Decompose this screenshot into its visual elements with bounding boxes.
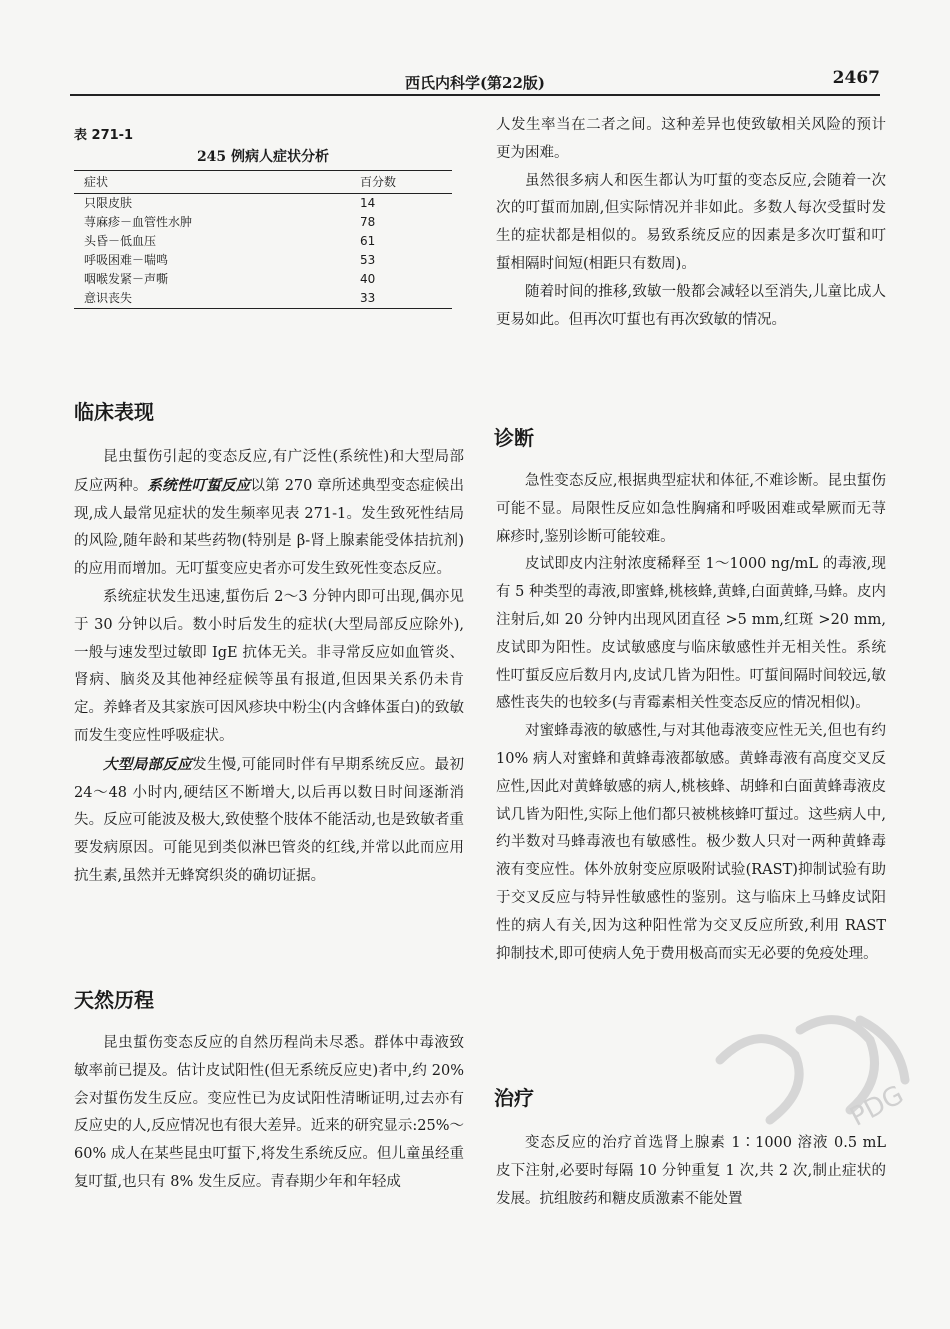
natural-section-body	[74, 1030, 464, 1197]
table-cell: 40	[360, 272, 376, 286]
table-cell: 14	[360, 196, 376, 210]
table-cell: 33	[360, 291, 376, 305]
table-cell: 头昏－低血压	[84, 234, 157, 248]
book-title: 西氏内科学(第22版)	[404, 74, 546, 92]
table-cell: 61	[360, 234, 376, 248]
symptom-table	[74, 170, 452, 309]
paragraph: 系统症状发生迅速,蜇伤后 2～3 分钟内即可出现,偶亦见于 30 分钟以后。数小时后发生的症状(大型局部反应除外),一般与速发型过敏即 IgE 抗体无关。非寻常反应如血管炎、肾病、脑炎及其他神经症候等虽有报道,但因果关系仍未肯定。养蜂者及其家族可因风疹块中粉尘(内含蜂体蛋白)的致敏而发生变应性呼吸症状。	[74, 588, 464, 744]
table-cell: 荨麻疹－血管性水肿	[84, 215, 193, 229]
treatment-section-body	[496, 1130, 886, 1213]
table-header-row	[74, 171, 452, 193]
paragraph: 皮试即皮内注射浓度稀释至 1～1000 ng/mL 的毒液,现有 5 种类型的毒液,即蜜蜂,桃核蜂,黄蜂,白面黄蜂,马蜂。皮内注射后,如 20 分钟内出现风团直径 >5 mm,红斑 >20 mm,皮试即为阳性。皮试敏感度与临床敏感性并无相关性。系统性叮蜇反应后数月内,皮试几皆为阳性。叮蜇间隔时间较远,敏感性丧失的也较多(与青霉素相关性变态反应的情况相似)。	[496, 556, 886, 712]
paragraph: 虽然很多病人和医生都认为叮蜇的变态反应,会随着一次次的叮蜇而加剧,但实际情况并非如此。多数人每次受蜇时发生的症状都是相似的。易致系统反应的因素是多次叮蜇和叮蜇相隔时间短(相距只有数周)。	[496, 172, 886, 272]
watermark-text: PDG	[845, 1079, 909, 1133]
clinical-section-body	[74, 444, 464, 891]
paragraph	[74, 444, 464, 584]
paragraph-continued: 人发生率当在二者之间。这种差异也使致敏相关风险的预计更为困难。	[496, 117, 886, 161]
table-row	[74, 194, 452, 213]
paragraph: 随着时间的推移,致敏一般都会减轻以至消失,儿童比成人更易如此。但再次叮蜇也有再次致敏的情况。	[496, 283, 886, 328]
table-row	[74, 251, 452, 270]
paragraph: 急性变态反应,根据典型症状和体征,不难诊断。昆虫蜇伤可能不显。局限性反应如急性胸痛和呼吸困难或晕厥而无荨麻疹时,鉴别诊断可能较难。	[496, 473, 886, 545]
table-row	[74, 270, 452, 289]
section-heading-treatment: 治疗	[494, 1086, 534, 1110]
header-rule	[70, 94, 880, 96]
section-heading-diagnosis: 诊断	[494, 426, 534, 450]
table-cell: 53	[360, 253, 376, 267]
table-label: 表 271-1	[74, 128, 134, 143]
column-header: 症状	[84, 175, 109, 189]
table-bottom-rule	[74, 308, 452, 309]
emphasis: 大型局部反应	[103, 755, 193, 773]
table-cell: 只限皮肤	[84, 196, 133, 210]
text-run: 以第 270 章所述典型变态症候出现,成人最常见症状的发生频率见表 271-1。发生致死性结局的风险,随年龄和某些药物(特别是 β-肾上腺素能受体拮抗剂)的应用而增加。无叮蜇变应史者亦可发生致死性变态反应。	[74, 477, 465, 578]
column-header: 百分数	[360, 175, 397, 189]
diagnosis-section-body	[496, 468, 886, 968]
table-cell: 意识丧失	[84, 291, 133, 305]
watermark-logo	[700, 1000, 930, 1140]
table-cell: 呼吸困难－喘鸣	[84, 253, 169, 267]
paragraph: 变态反应的治疗首选肾上腺素 1∶1000 溶液 0.5 mL 皮下注射,必要时每隔 10 分钟重复 1 次,共 2 次,制止症状的发展。抗组胺药和糖皮质激素不能处置	[496, 1135, 886, 1207]
table-title: 245 例病人症状分析	[196, 149, 330, 165]
section-heading-natural: 天然历程	[74, 988, 154, 1012]
running-header	[70, 60, 880, 96]
natural-section-continued	[496, 112, 886, 334]
table-cell: 咽喉发紧－声嘶	[84, 272, 169, 286]
paragraph	[74, 751, 464, 891]
table-row	[74, 213, 452, 232]
paragraph: 对蜜蜂毒液的敏感性,与对其他毒液变应性无关,但也有约 10% 病人对蜜蜂和黄蜂毒液都敏感。黄蜂毒液有高度交叉反应性,因此对黄蜂敏感的病人,桃核蜂、胡蜂和白面黄蜂毒液皮试几皆为阳性,实际上他们都只被桃核蜂叮蜇过。这些病人中,约半数对马蜂毒液也有敏感性。极少数人只对一两种黄蜂毒液有变应性。体外放射变应原吸附试验(RAST)抑制试验有助于交叉反应与特异性敏感性的鉴别。这与临床上马蜂皮试阳性的病人有关,因为这种阳性常为交叉反应所致,利用 RAST 抑制技术,即可使病人免于费用极高而实无必要的免疫处理。	[496, 723, 886, 962]
table-row	[74, 289, 452, 308]
table-row	[74, 232, 452, 251]
text-run: 发生慢,可能同时伴有早期系统反应。最初 24～48 小时内,硬结区不断增大,以后再以数日时间逐渐消失。反应可能波及极大,致使整个肢体不能活动,也是致敏者重要发病原因。可能见到类似淋巴管炎的红线,并常以此而应用抗生素,虽然并无蜂窝织炎的确切证据。	[74, 756, 465, 884]
table-cell: 78	[360, 215, 376, 229]
emphasis: 系统性叮蜇反应	[147, 476, 251, 494]
section-heading-clinical: 临床表现	[74, 400, 154, 424]
paragraph: 昆虫蜇伤变态反应的自然历程尚未尽悉。群体中毒液致敏率前已提及。估计皮试阳性(但无系统反应史)者中,约 20% 会对蜇伤发生反应。变应性已为皮试阳性清晰证明,过去亦有反应史的人,反应情况也有很大差异。近来的研究显示:25%～60% 成人在某些昆虫叮蜇下,将发生系统反应。但儿童虽经重复叮蜇,也只有 8% 发生反应。青春期少年和年轻成	[74, 1035, 464, 1190]
text-run: 昆虫蜇伤引起的变态反应,有广泛性(系统性)和大型局部反应两种。	[74, 449, 464, 494]
page-number: 2467	[832, 68, 880, 88]
